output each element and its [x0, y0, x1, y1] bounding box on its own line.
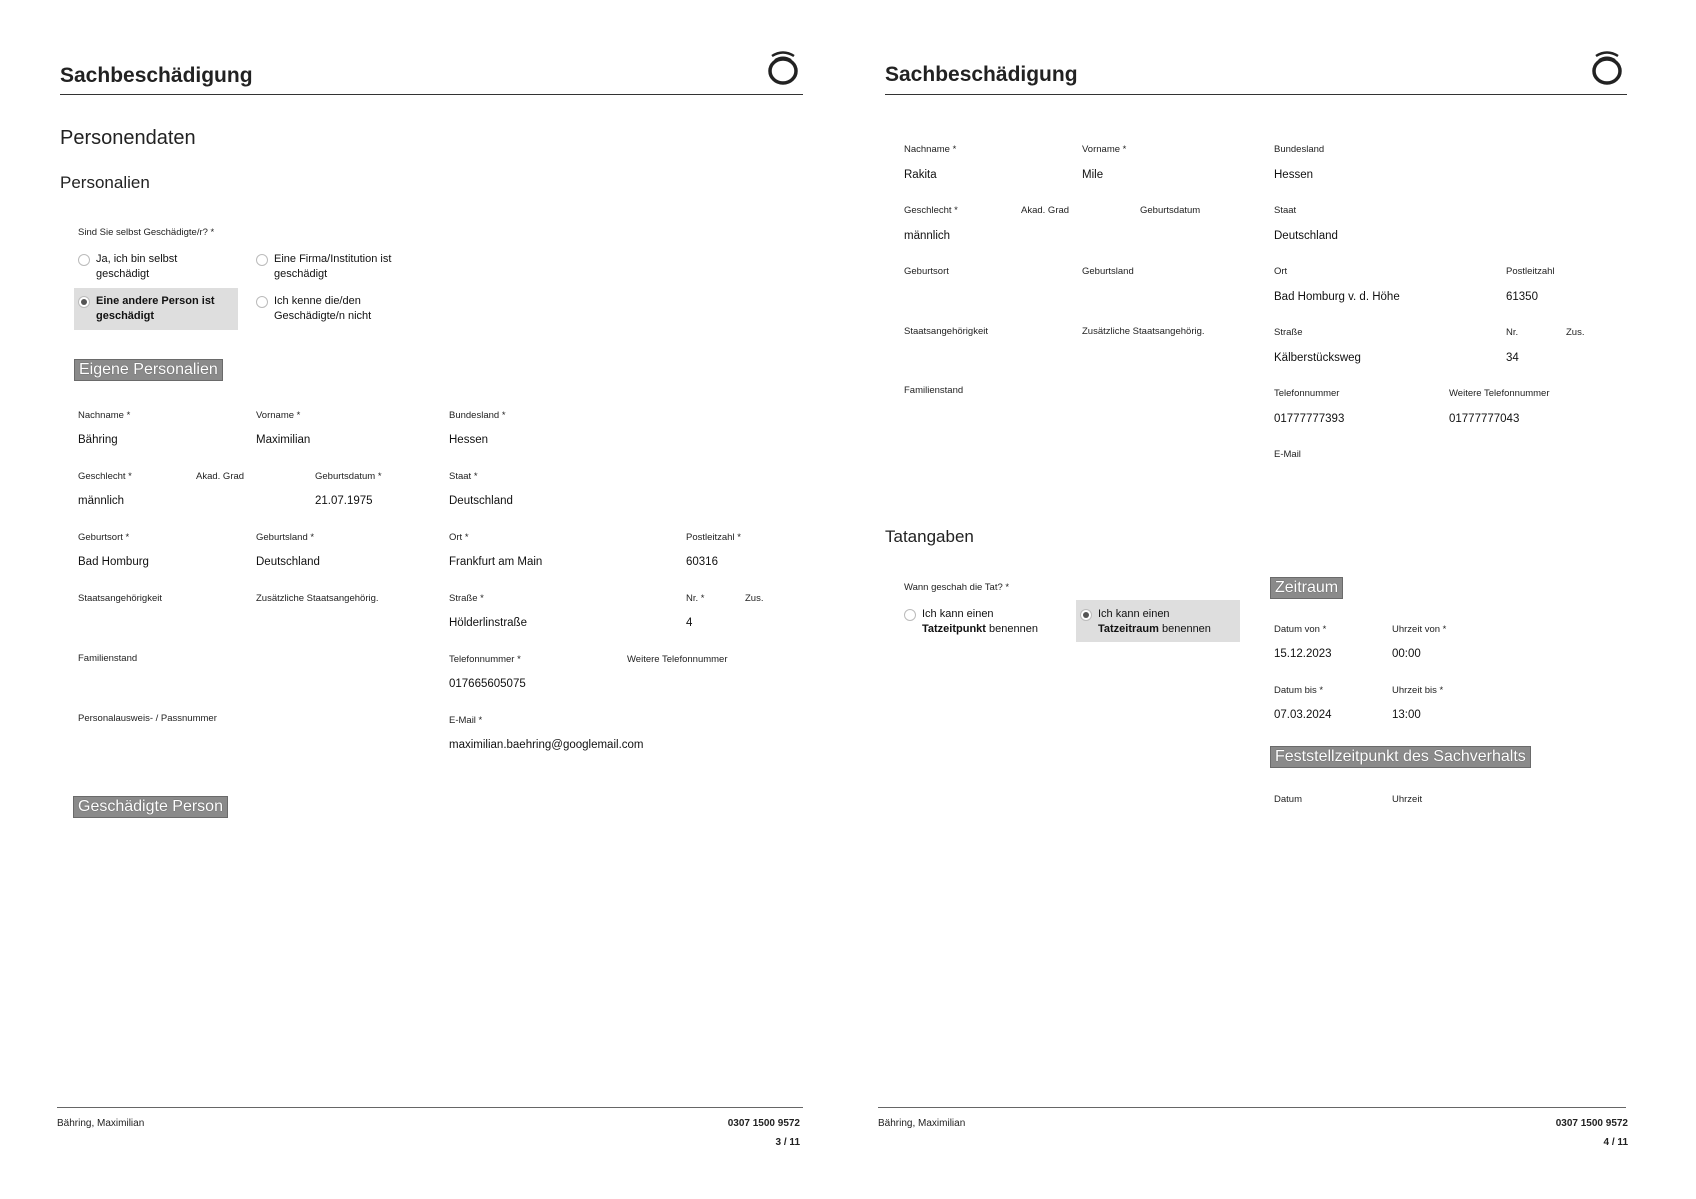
bundesland-label: Bundesland: [1274, 144, 1325, 155]
weitere-telefon-value: 01777777043: [1449, 413, 1520, 425]
bundesland-value: Hessen: [1274, 169, 1313, 181]
email-label: E-Mail: [1274, 449, 1301, 460]
zusatz-label: Zus.: [1566, 327, 1585, 338]
vorname-value: Maximilian: [256, 434, 311, 446]
ausweis-label: Personalausweis- / Passnummer: [78, 713, 217, 724]
akad-grad-label: Akad. Grad: [196, 471, 245, 482]
geburtsdatum-label: Geburtsdatum *: [315, 471, 382, 482]
ort-label: Ort: [1274, 266, 1288, 277]
footer-number: 0307 1500 9572: [1555, 1118, 1628, 1129]
strasse-label: Straße *: [449, 593, 484, 604]
staat-label: Staat: [1274, 205, 1297, 216]
geburtsort-label: Geburtsort: [904, 266, 949, 277]
email-label: E-Mail *: [449, 715, 483, 726]
radio-button[interactable]: [78, 254, 90, 266]
geschlecht-value: männlich: [78, 495, 125, 507]
option-line1: Ja, ich bin selbst: [96, 253, 178, 265]
staat-label: Staat *: [449, 471, 478, 482]
email-value: maximilian.baehring@googlemail.com: [449, 739, 644, 751]
ort-label: Ort *: [449, 532, 469, 543]
footer-name: Bähring, Maximilian: [878, 1118, 966, 1129]
telefon-value: 01777777393: [1274, 413, 1345, 425]
footer-rule: [878, 1107, 1626, 1108]
police-logo-icon: [1589, 46, 1625, 86]
geburtsland-value: Deutschland: [256, 556, 320, 568]
subsection-title: Personalien: [60, 173, 150, 192]
plz-value: 60316: [686, 556, 718, 568]
footer-name: Bähring, Maximilian: [57, 1118, 145, 1129]
header-rule: [885, 94, 1627, 95]
radio-button[interactable]: [256, 254, 268, 266]
section-header-eigene-personalien: Eigene Personalien: [74, 359, 223, 381]
nachname-label: Nachname *: [78, 410, 131, 421]
geburtsdatum-label: Geburtsdatum: [1140, 205, 1201, 216]
hausnummer-label: Nr.: [1506, 327, 1519, 338]
tatangaben-title: Tatangaben: [885, 527, 974, 546]
weitere-telefon-label: Weitere Telefonnummer: [1449, 388, 1550, 399]
nachname-value: Bähring: [78, 434, 118, 446]
datum-von-value: 15.12.2023: [1274, 648, 1332, 660]
uhrzeit-von-value: 00:00: [1392, 648, 1421, 660]
geschlecht-label: Geschlecht *: [78, 471, 132, 482]
familienstand-label: Familienstand: [904, 385, 964, 396]
option-line2-bold: Tatzeitpunkt: [922, 623, 986, 635]
uhrzeit-label: Uhrzeit: [1392, 794, 1423, 805]
section-header-zeitraum: Zeitraum: [1270, 577, 1343, 599]
familienstand-label: Familienstand: [78, 653, 138, 664]
plz-label: Postleitzahl *: [686, 532, 741, 543]
plz-value: 61350: [1506, 291, 1538, 303]
option-line2-rest: benennen: [985, 623, 1038, 635]
datum-label: Datum: [1274, 794, 1302, 805]
geburtsland-label: Geburtsland: [1082, 266, 1134, 277]
strasse-value: Hölderlinstraße: [449, 617, 527, 629]
staat-value: Deutschland: [1274, 230, 1338, 242]
section-title: Personendaten: [60, 127, 196, 149]
option-line1: Ich kann einen: [922, 608, 994, 620]
uhrzeit-bis-value: 13:00: [1392, 709, 1421, 721]
footer-page: 4 / 11: [1603, 1137, 1628, 1148]
datum-bis-value: 07.03.2024: [1274, 709, 1332, 721]
radio-button[interactable]: [904, 609, 916, 621]
tat-question-label: Wann geschah die Tat? *: [904, 582, 1010, 593]
staatsangehoerigkeit-label: Staatsangehörigkeit: [904, 326, 988, 337]
datum-von-label: Datum von *: [1274, 624, 1327, 635]
section-header-feststellzeitpunkt: Feststellzeitpunkt des Sachverhalts: [1270, 746, 1531, 768]
weitere-telefon-label: Weitere Telefonnummer: [627, 654, 728, 665]
strasse-value: Kälberstücksweg: [1274, 352, 1361, 364]
footer-number: 0307 1500 9572: [727, 1118, 800, 1129]
uhrzeit-von-label: Uhrzeit von *: [1392, 624, 1447, 635]
vorname-label: Vorname *: [256, 410, 301, 421]
plz-label: Postleitzahl: [1506, 266, 1555, 277]
vorname-label: Vorname *: [1082, 144, 1127, 155]
geschlecht-label: Geschlecht *: [904, 205, 958, 216]
footer-page: 3 / 11: [775, 1137, 800, 1148]
vorname-value: Mile: [1082, 169, 1104, 181]
option-line2-rest: benennen: [1158, 623, 1211, 635]
geburtsland-label: Geburtsland *: [256, 532, 315, 543]
bundesland-label: Bundesland *: [449, 410, 506, 421]
document-title: Sachbeschädigung: [885, 63, 1078, 86]
header-rule: [60, 94, 803, 95]
document-title: Sachbeschädigung: [60, 64, 253, 87]
staatsangehoerigkeit-label: Staatsangehörigkeit: [78, 593, 162, 604]
option-line2: Geschädigte/n nicht: [274, 310, 372, 322]
geschlecht-value: männlich: [904, 230, 951, 242]
akad-grad-label: Akad. Grad: [1021, 205, 1070, 216]
radio-button-selected[interactable]: [1080, 609, 1092, 621]
zus-staatsangehoerigkeit-label: Zusätzliche Staatsangehörig.: [256, 593, 379, 604]
hausnummer-label: Nr. *: [686, 593, 705, 604]
ort-value: Bad Homburg v. d. Höhe: [1274, 291, 1400, 303]
option-line1: Ich kann einen: [1098, 608, 1170, 620]
datum-bis-label: Datum bis *: [1274, 685, 1324, 696]
option-line2-bold: Tatzeitraum: [1098, 623, 1159, 635]
telefon-label: Telefonnummer *: [449, 654, 521, 665]
option-line2: geschädigt: [96, 268, 150, 280]
police-logo-icon: [765, 46, 801, 86]
strasse-label: Straße: [1274, 327, 1303, 338]
ort-value: Frankfurt am Main: [449, 556, 543, 568]
nachname-value: Rakita: [904, 169, 937, 181]
geburtsort-label: Geburtsort *: [78, 532, 130, 543]
footer-rule: [57, 1107, 803, 1108]
bundesland-value: Hessen: [449, 434, 488, 446]
zus-staatsangehoerigkeit-label: Zusätzliche Staatsangehörig.: [1082, 326, 1205, 337]
option-line2: geschädigt: [96, 310, 155, 322]
question-label: Sind Sie selbst Geschädigte/r? *: [78, 227, 215, 238]
radio-button[interactable]: [256, 296, 268, 308]
option-line1: Eine Firma/Institution ist: [274, 253, 392, 265]
staat-value: Deutschland: [449, 495, 513, 507]
hausnummer-value: 4: [686, 617, 693, 629]
telefon-value: 017665605075: [449, 678, 526, 690]
geburtsdatum-value: 21.07.1975: [315, 495, 373, 507]
hausnummer-value: 34: [1506, 352, 1519, 364]
uhrzeit-bis-label: Uhrzeit bis *: [1392, 685, 1444, 696]
option-line2: geschädigt: [274, 268, 328, 280]
telefon-label: Telefonnummer: [1274, 388, 1340, 399]
section-header-geschaedigte-person: Geschädigte Person: [73, 796, 228, 818]
radio-button-selected[interactable]: [78, 296, 90, 308]
geburtsort-value: Bad Homburg: [78, 556, 149, 568]
nachname-label: Nachname *: [904, 144, 957, 155]
zusatz-label: Zus.: [745, 593, 764, 604]
option-line1: Ich kenne die/den: [274, 295, 361, 307]
page-4: [848, 0, 1696, 1199]
option-line1: Eine andere Person ist: [96, 295, 215, 307]
